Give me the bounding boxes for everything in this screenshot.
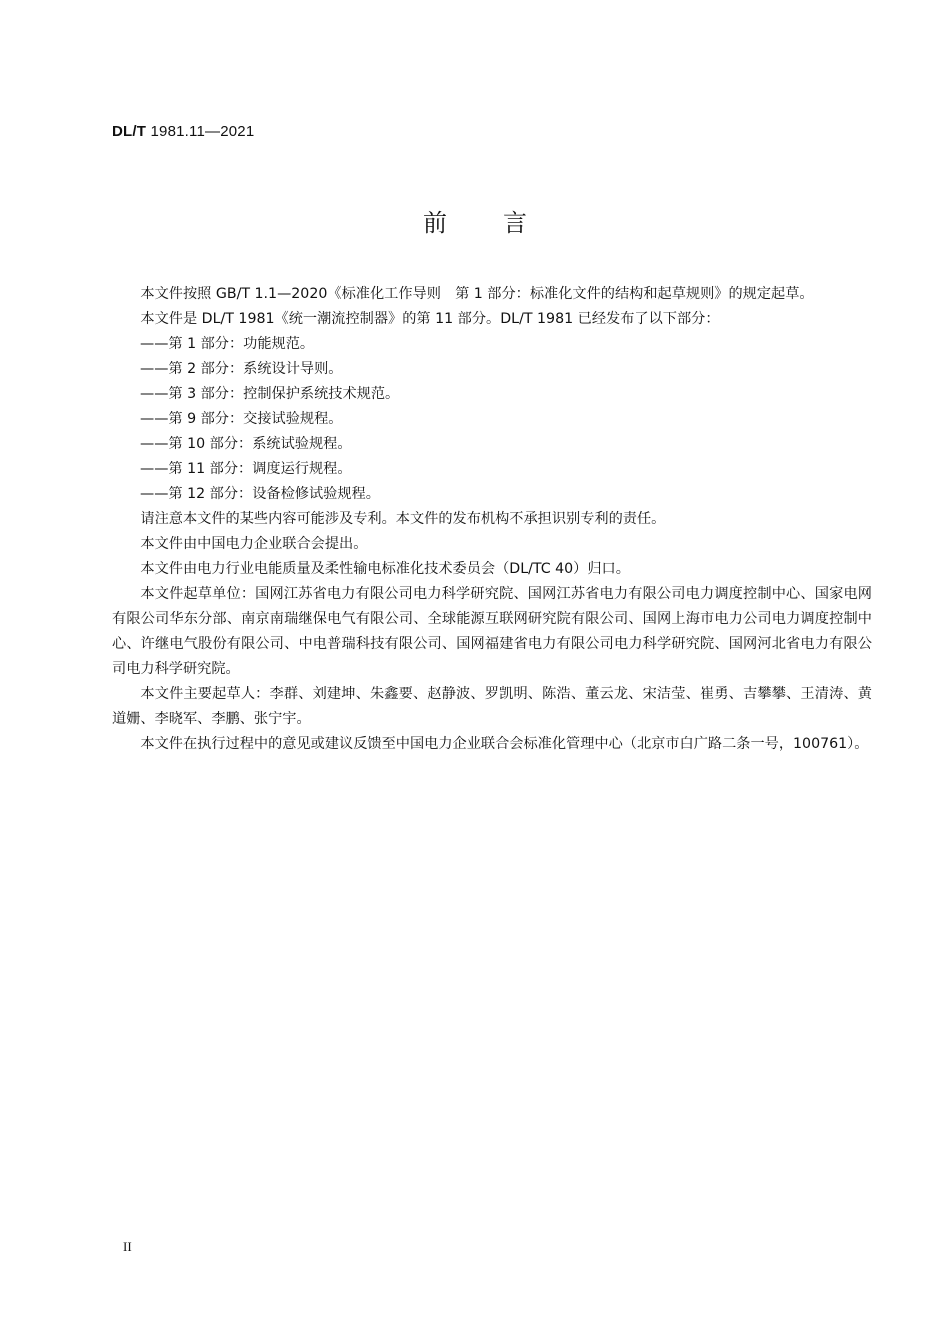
paragraph-parts-intro: 本文件是 DL/T 1981《统一潮流控制器》的第 11 部分。DL/T 1981 已经发布了以下部分： [140,311,720,327]
parts-list-item: ——第 1 部分：功能规范。 [140,336,315,352]
parts-list-item: ——第 11 部分：调度运行规程。 [140,461,352,477]
parts-list-item: ——第 3 部分：控制保护系统技术规范。 [140,386,400,402]
paragraph-patent-notice: 请注意本文件的某些内容可能涉及专利。本文件的发布机构不承担识别专利的责任。 [140,511,666,527]
parts-list-item: ——第 9 部分：交接试验规程。 [140,411,343,427]
parts-list-item: ——第 10 部分：系统试验规程。 [140,436,352,452]
document-code-number: 1981.11—2021 [146,123,255,140]
document-code [112,123,254,140]
page-number: II [123,1239,132,1254]
paragraph-drafting-organizations: 本文件起草单位：国网江苏省电力有限公司电力科学研究院、国网江苏省电力有限公司电力调度控制中心、国家电网有限公司华东分部、南京南瑞继保电气有限公司、全球能源互联网研究院有限公司、国网上海市电力公司电力调度控制中心、许继电气股份有限公司、中电普瑞科技有限公司、国网福建省电力有限公司电力科学研究院、国网河北省电力有限公司电力科学研究院。 [112,586,872,677]
section-title-char-1: 前 [423,209,447,237]
paragraph-technical-committee: 本文件由电力行业电能质量及柔性输电标准化技术委员会（DL/TC 40）归口。 [140,561,630,577]
paragraph-feedback-contact: 本文件在执行过程中的意见或建议反馈至中国电力企业联合会标准化管理中心（北京市白广路二条一号，100761）。 [140,736,869,752]
parts-list-item: ——第 2 部分：系统设计导则。 [140,361,343,377]
section-title [0,203,950,238]
document-code-prefix: DL/T [112,123,147,140]
parts-list-item: ——第 12 部分：设备检修试验规程。 [140,486,380,502]
paragraph-drafting-rules: 本文件按照 GB/T 1.1—2020《标准化工作导则 第 1 部分：标准化文件的结构和起草规则》的规定起草。 [140,286,814,302]
paragraph-proposer: 本文件由中国电力企业联合会提出。 [140,536,368,552]
paragraph-principal-drafters: 本文件主要起草人：李群、刘建坤、朱鑫要、赵静波、罗凯明、陈浩、董云龙、宋洁莹、崔勇、吉攀攀、王清涛、黄道姗、李晓军、李鹏、张宁宇。 [112,686,872,727]
foreword-body [112,282,872,757]
section-title-char-2: 言 [503,209,527,237]
